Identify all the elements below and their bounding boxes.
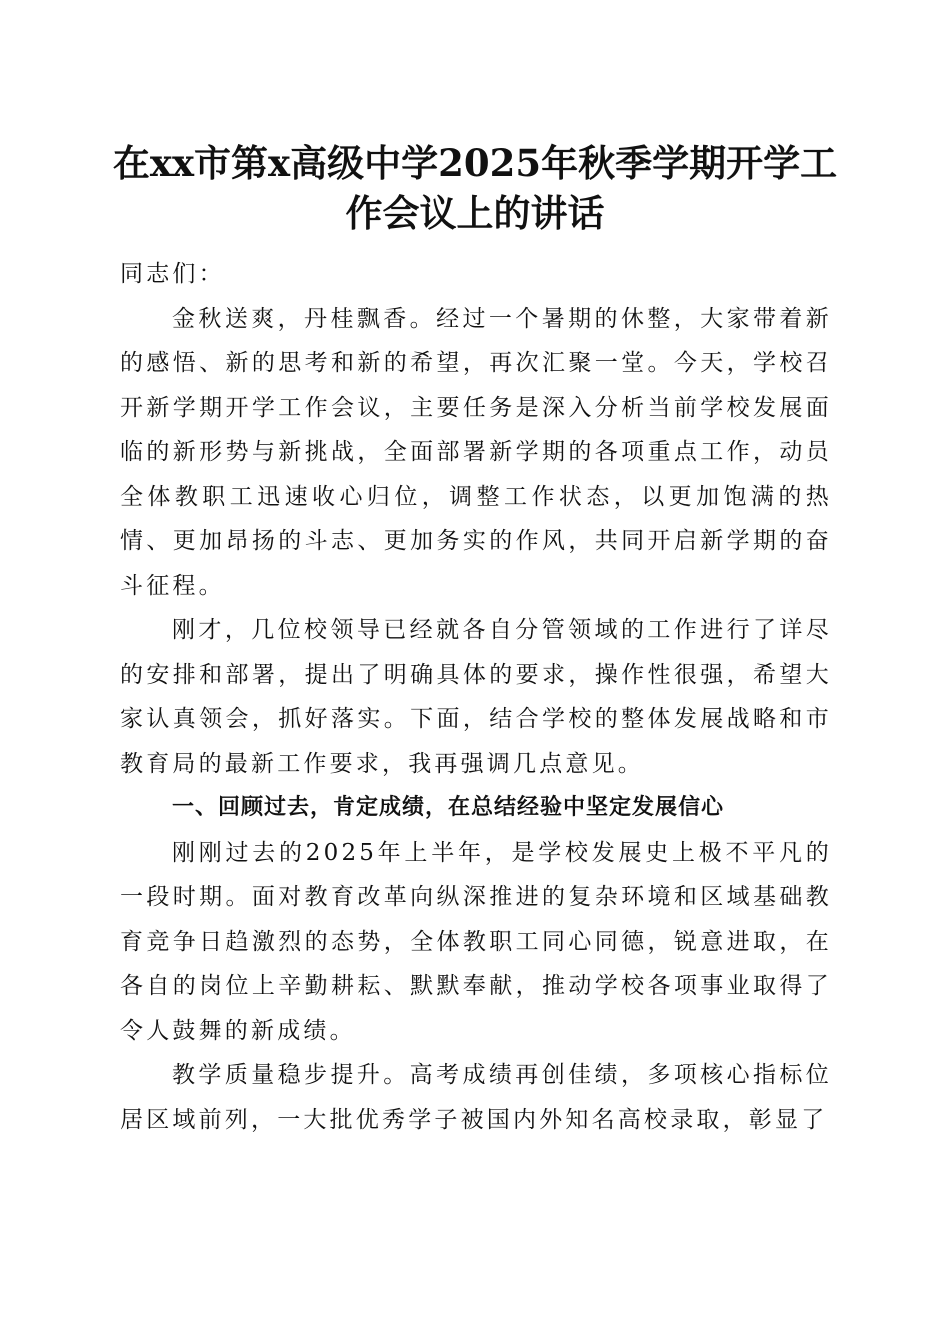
title-line-2: 作会议上的讲话 (345, 191, 605, 235)
document-title (100, 138, 850, 238)
paragraph-arrangement: 刚才，几位校领导已经就各自分管领域的工作进行了详尽的安排和部署，提出了明确具体的要求，操作性很强，希望大家认真领会，抓好落实。下面，结合学校的整体发展战略和市教育局的最新工作要求，我再强调几点意见。 (120, 617, 832, 777)
salutation: 同志们： (120, 261, 225, 287)
paragraph-review: 刚刚过去的2025年上半年，是学校发展史上极不平凡的一段时期。面对教育改革向纵深推进的复杂环境和区域基础教育竞争日趋激烈的态势，全体教职工同心同德，锐意进取，在各自的岗位上辛勤耕耘、默默奉献，推动学校各项事业取得了令人鼓舞的新成绩。 (120, 839, 832, 1044)
paragraph-teaching-quality: 教学质量稳步提升。高考成绩再创佳绩，多项核心指标位居区域前列，一大批优秀学子被国内外知名高校录取，彰显了 (120, 1062, 832, 1133)
document-body (120, 252, 832, 1142)
title-line-1: 在xx市第x高级中学2025年秋季学期开学工 (112, 141, 838, 185)
paragraph-opening: 金秋送爽，丹桂飘香。经过一个暑期的休整，大家带着新的感悟、新的思考和新的希望，再次汇聚一堂。今天，学校召开新学期开学工作会议，主要任务是深入分析当前学校发展面临的新形势与新挑战，全面部署新学期的各项重点工作，动员全体教职工迅速收心归位，调整工作状态，以更加饱满的热情、更加昂扬的斗志、更加务实的作风，共同开启新学期的奋斗征程。 (120, 305, 832, 599)
section-heading-1: 一、回顾过去，肯定成绩，在总结经验中坚定发展信心 (172, 795, 725, 820)
